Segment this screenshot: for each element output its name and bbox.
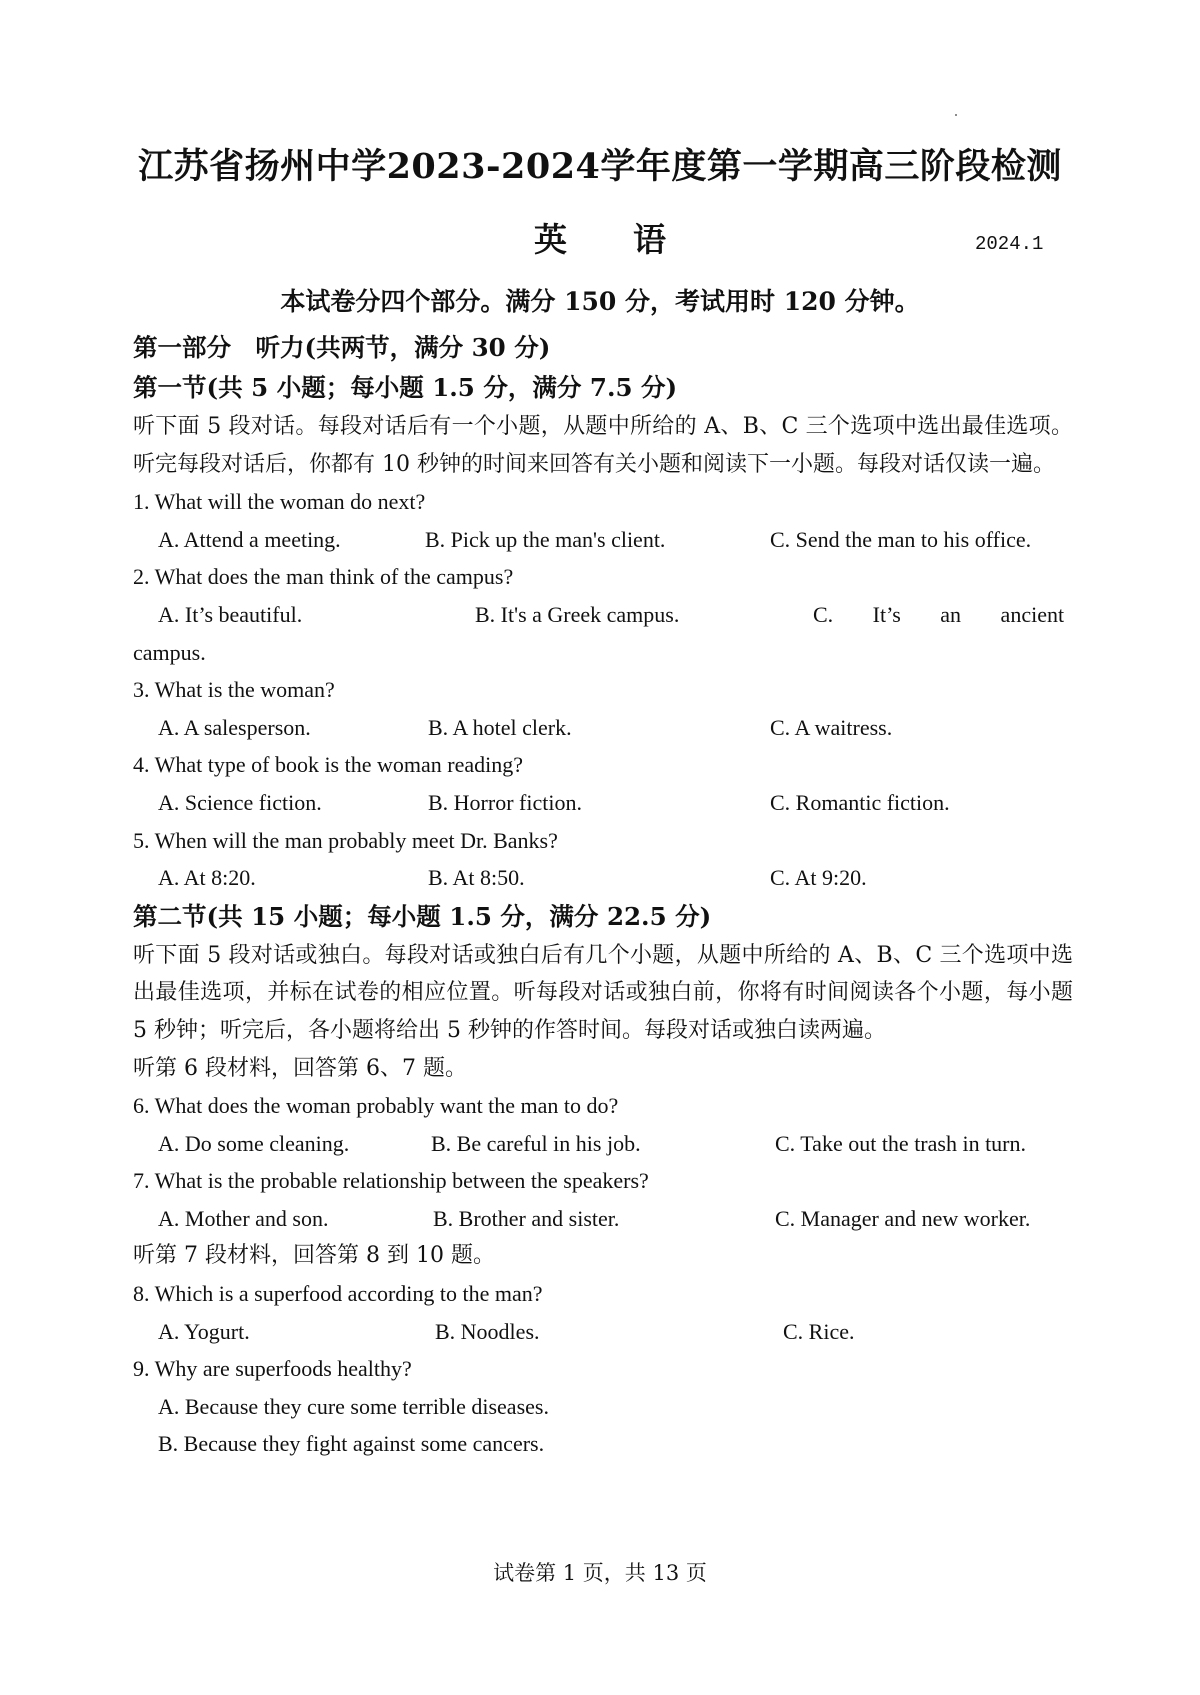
option-2c: C. It’s an ancient xyxy=(813,601,1065,627)
option-4a: A. Science fiction. xyxy=(158,789,322,815)
option-8b: B. Noodles. xyxy=(435,1318,540,1344)
question-1: 1. What will the woman do next? xyxy=(133,489,426,515)
option-4c: C. Romantic fiction. xyxy=(770,789,950,815)
section2-heading: 第二节(共 15 小题；每小题 1.5 分，满分 22.5 分) xyxy=(133,901,712,931)
question-9: 9. Why are superfoods healthy? xyxy=(133,1356,412,1382)
option-2a: A. It’s beautiful. xyxy=(158,601,303,627)
option-2c-continuation: campus. xyxy=(133,639,206,665)
option-6c: C. Take out the trash in turn. xyxy=(775,1130,1027,1156)
section1-instructions: 听下面 5 段对话。每段对话后有一个小题，从题中所给的 A、B、C 三个选项中选出最佳选项。听完每段对话后，你都有 10 秒钟的时间来回答有关小题和阅读下一小题。每段对话仅读一遍。 xyxy=(133,414,1073,477)
options-5 xyxy=(133,859,1073,897)
options-7 xyxy=(133,1200,1073,1238)
option-7c: C. Manager and new worker. xyxy=(775,1205,1031,1231)
question-block-1 xyxy=(133,483,1073,558)
question-block-2 xyxy=(133,558,1073,671)
option-7b: B. Brother and sister. xyxy=(433,1205,620,1231)
section2-instructions: 听下面 5 段对话或独白。每段对话或独白后有几个小题，从题中所给的 A、B、C 三个选项中选出最佳选项，并标在试卷的相应位置。听每段对话或独白前，你将有时间阅读各个小题，每小题 5 秒钟；听完后，各小题将给出 5 秒钟的作答时间。每段对话或独白读两遍。 xyxy=(133,942,1073,1043)
option-2b: B. It's a Greek campus. xyxy=(475,601,680,627)
section1-heading: 第一节(共 5 小题；每小题 1.5 分，满分 7.5 分) xyxy=(133,373,678,402)
option-8c: C. Rice. xyxy=(783,1318,855,1344)
question-block-3 xyxy=(133,671,1073,746)
option-1a: A. Attend a meeting. xyxy=(158,526,341,552)
page-footer: 试卷第 1 页，共 13 页 xyxy=(493,1561,707,1585)
subject-heading: 英 语 xyxy=(534,220,666,259)
option-3a: A. A salesperson. xyxy=(158,714,311,740)
exam-intro: 本试卷分四个部分。满分 150 分，考试用时 120 分钟。 xyxy=(280,287,920,316)
options-6 xyxy=(133,1125,1073,1163)
options-4 xyxy=(133,784,1073,822)
option-1b: B. Pick up the man's client. xyxy=(425,526,666,552)
options-2 xyxy=(133,596,1073,634)
question-7: 7. What is the probable relationship between the speakers? xyxy=(133,1168,649,1194)
option-3c: C. A waitress. xyxy=(770,714,893,740)
question-3: 3. What is the woman? xyxy=(133,677,335,703)
question-block-5 xyxy=(133,822,1073,897)
option-9a: A. Because they cure some terrible diseases. xyxy=(158,1393,549,1419)
question-block-7 xyxy=(133,1162,1073,1237)
question-4: 4. What type of book is the woman reading? xyxy=(133,752,523,778)
option-8a: A. Yogurt. xyxy=(158,1318,250,1344)
options-1 xyxy=(133,521,1073,559)
question-block-4 xyxy=(133,746,1073,821)
option-5c: C. At 9:20. xyxy=(770,865,867,891)
option-6a: A. Do some cleaning. xyxy=(158,1130,350,1156)
material-7-note: 听第 7 段材料，回答第 8 到 10 题。 xyxy=(133,1243,495,1269)
option-4b: B. Horror fiction. xyxy=(428,789,582,815)
question-8: 8. Which is a superfood according to the man? xyxy=(133,1281,543,1307)
material-6-note: 听第 6 段材料，回答第 6、7 题。 xyxy=(133,1055,467,1081)
part1-heading: 第一部分 听力(共两节，满分 30 分) xyxy=(133,333,551,362)
option-9b: B. Because they fight against some cancers. xyxy=(158,1431,545,1457)
exam-content xyxy=(133,328,1073,1463)
option-6b: B. Be careful in his job. xyxy=(431,1130,641,1156)
option-1c: C. Send the man to his office. xyxy=(770,526,1032,552)
option-5b: B. At 8:50. xyxy=(428,865,525,891)
options-3 xyxy=(133,709,1073,747)
scan-speck xyxy=(955,114,957,116)
option-3b: B. A hotel clerk. xyxy=(428,714,572,740)
question-5: 5. When will the man probably meet Dr. Banks? xyxy=(133,827,558,853)
option-7a: A. Mother and son. xyxy=(158,1205,329,1231)
question-block-9 xyxy=(133,1350,1073,1463)
exam-title: 江苏省扬州中学2023-2024学年度第一学期高三阶段检测 xyxy=(138,146,1062,187)
question-2: 2. What does the man think of the campus? xyxy=(133,564,514,590)
exam-date: 2024.1 xyxy=(975,233,1044,255)
question-6: 6. What does the woman probably want the man to do? xyxy=(133,1093,619,1119)
question-block-6 xyxy=(133,1087,1073,1162)
question-block-8 xyxy=(133,1275,1073,1350)
option-5a: A. At 8:20. xyxy=(158,865,256,891)
options-8 xyxy=(133,1313,1073,1351)
